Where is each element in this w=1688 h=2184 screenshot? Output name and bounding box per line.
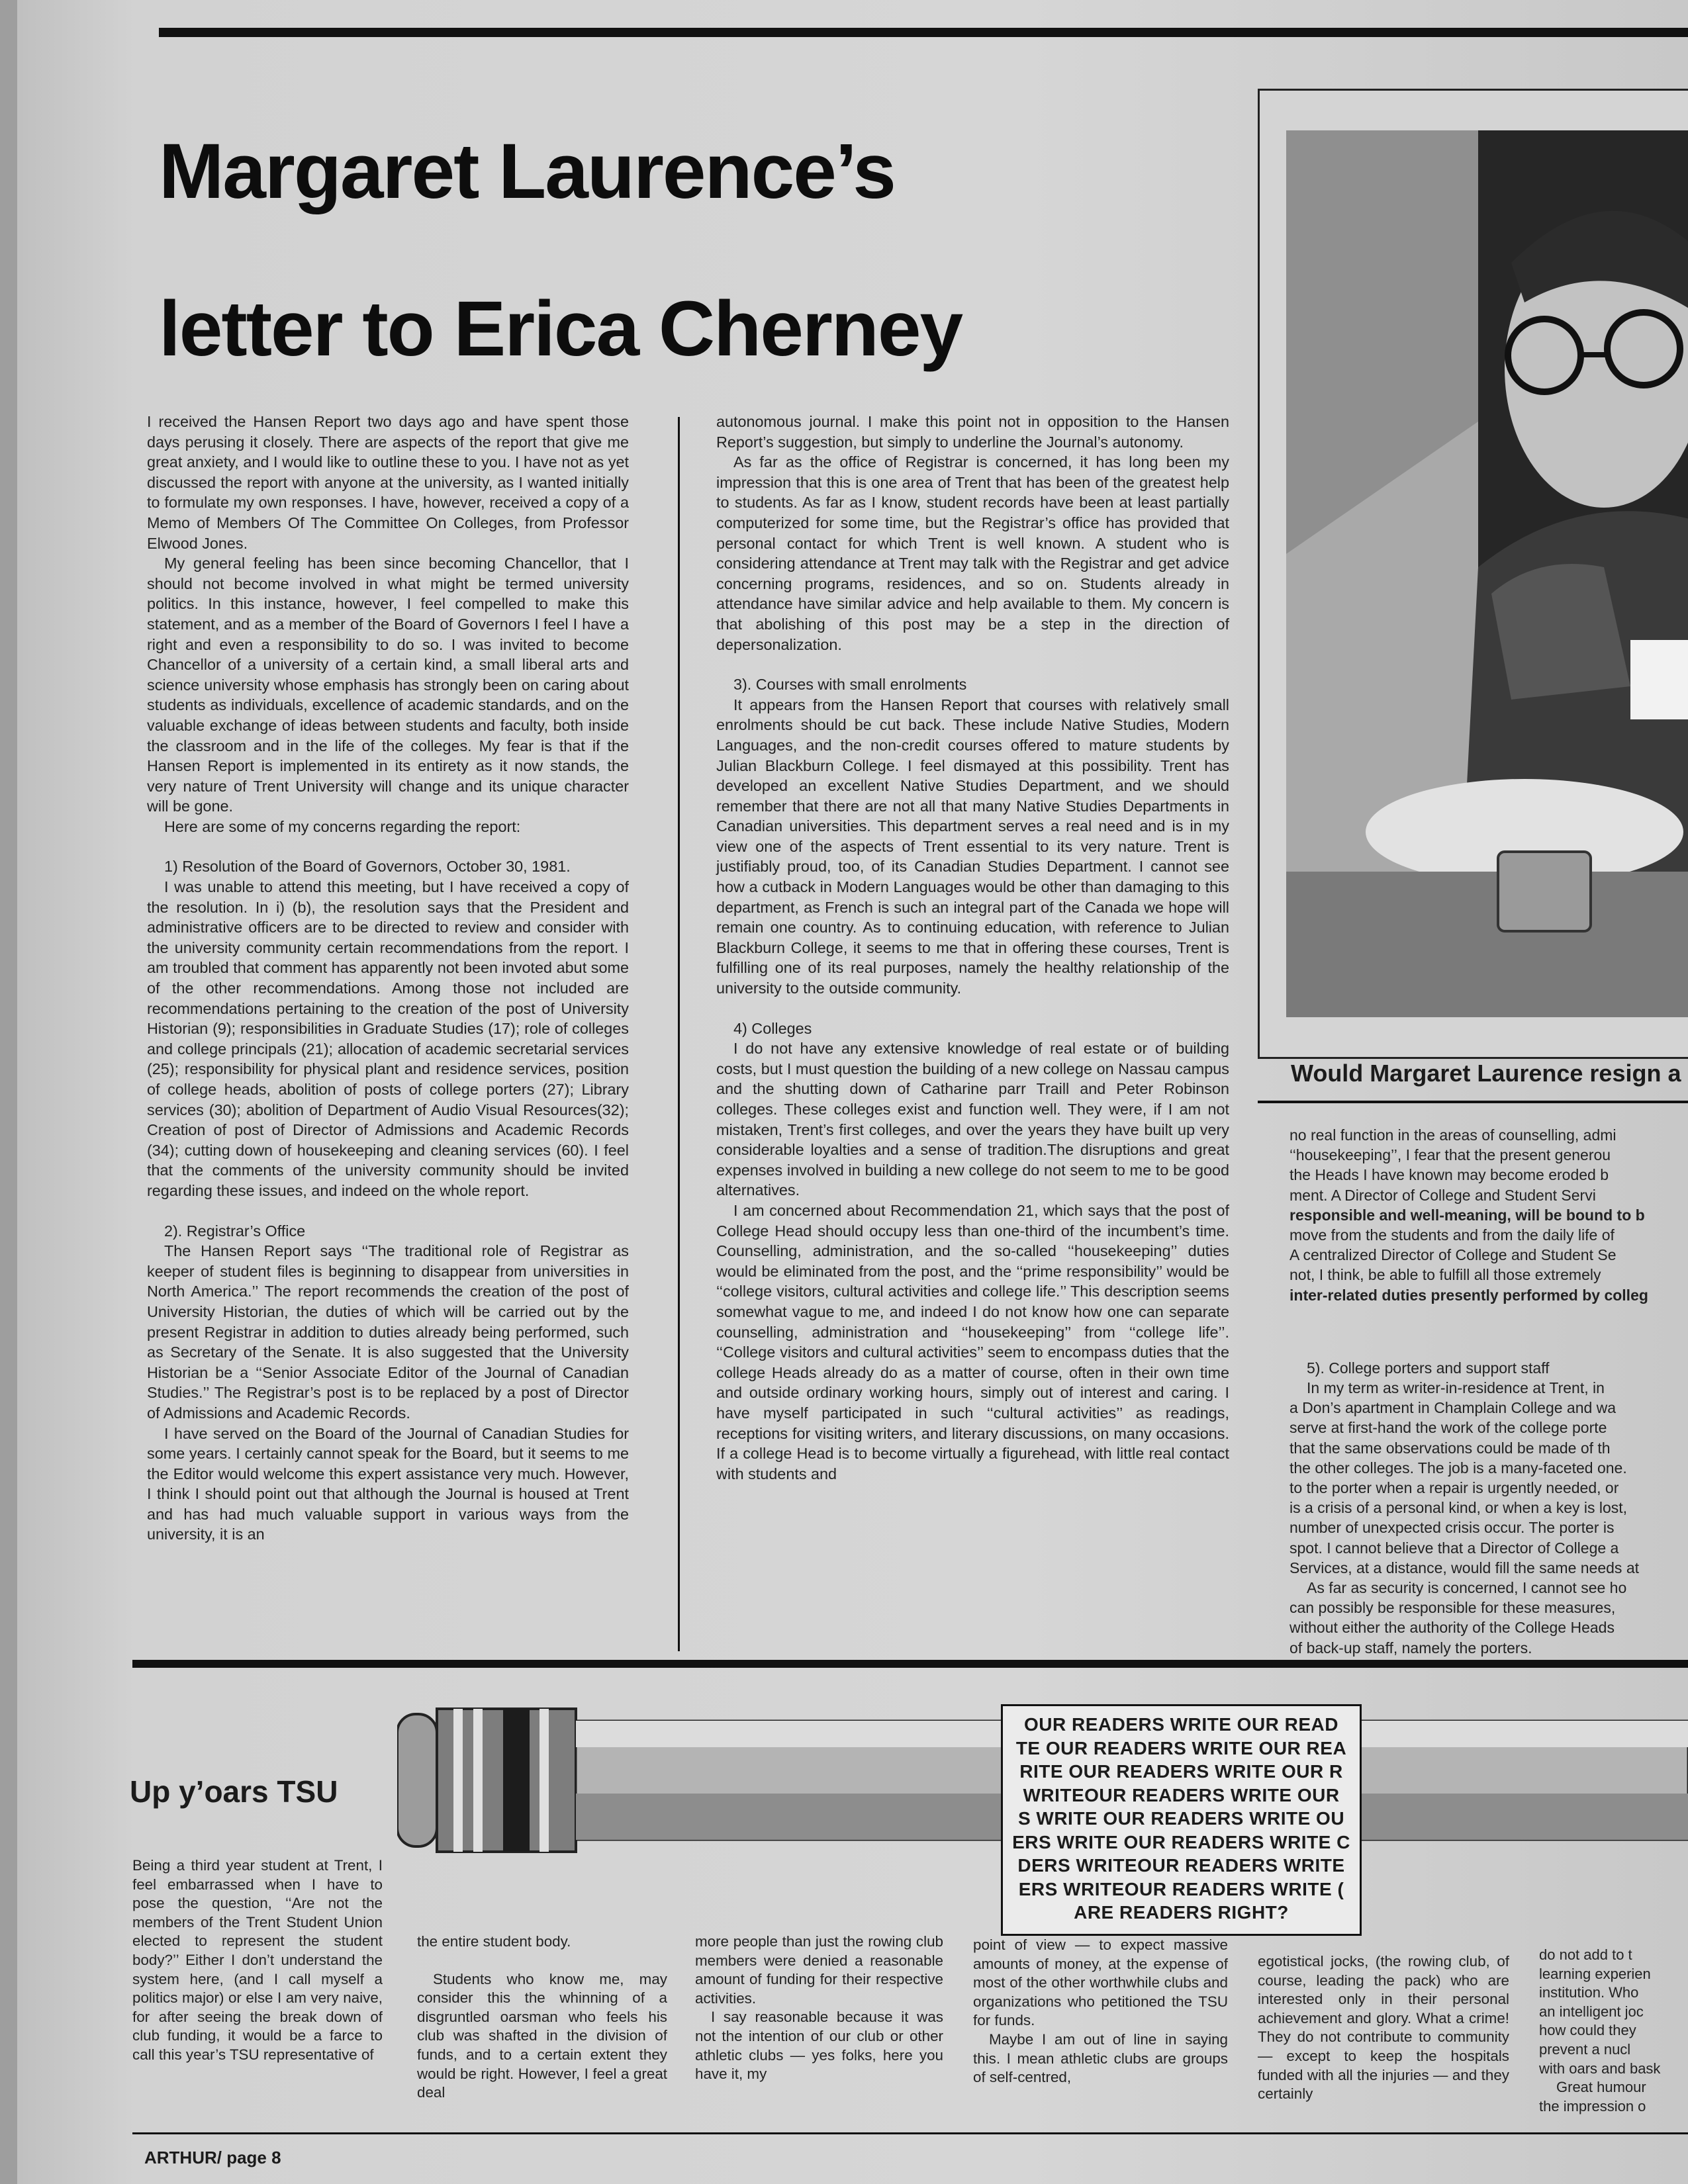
- text-line: learning experien: [1539, 1965, 1651, 1982]
- readers-line: WRITEOUR READERS WRITE OUR: [1023, 1784, 1340, 1805]
- readers-line: DERS WRITEOUR READERS WRITE: [1017, 1855, 1345, 1876]
- letter-column-4: [973, 1936, 1228, 2087]
- text-line: As far as security is concerned, I cannot see ho: [1307, 1579, 1627, 1597]
- section-heading: 4) Colleges: [733, 1019, 812, 1037]
- letter-column-5: [1258, 1952, 1509, 2104]
- readers-line: S WRITE OUR READERS WRITE OU: [1017, 1808, 1345, 1829]
- text-line: number of unexpected crisis occur. The porter is: [1289, 1519, 1615, 1537]
- section-heading: 5). College porters and support staff: [1307, 1359, 1550, 1377]
- letter-column-6: [1539, 1946, 1688, 2116]
- text-line: institution. Who: [1539, 1984, 1639, 2001]
- text-line: In my term as writer-in-residence at Trent, in: [1307, 1379, 1605, 1397]
- paragraph: Being a third year student at Trent, I feel embarrassed when I have to pose the question, ‘‘Are not the members of the Trent Student Union elected to represent the student body?’’ Either I don’t understand the system here, (and I call myself a politics major) or else I am very naive, for after seeing the break down of club funding, it would be a farce to call this year’s TSU representative of: [132, 1857, 383, 2063]
- letter-column-1: [132, 1856, 383, 2065]
- text-line: is a crisis of a personal kind, or when a key is lost,: [1289, 1499, 1628, 1517]
- paragraph: As far as the office of Registrar is concerned, it has long been my impression that this is one area of Trent that has been of the greatest help to students. As far as I know, student records have been at least partially computerized for some time, but the Registrar’s office has provided that personal contact for which Trent is well known. A student who is considering attendance at Trent may talk with the Registrar and get advice concerning programs, residences, and so on. Students already in attendance have similar advice and help available to them. My concern is that abolishing of this post may be a step in the direction of depersonalization.: [716, 453, 1229, 653]
- readers-line: TE OUR READERS WRITE OUR REA: [1015, 1737, 1347, 1758]
- paragraph: My general feeling has been since becoming Chancellor, that I should not become involved in what might be termed university politics. In this instance, however, I feel compelled to make this statement, and as a member of the Board of Governors I feel I have a right and even a responsibility to do so. I was invited to become Chancellor of a university of a certain kind, a small liberal arts and science university whose emphasis has strongly been on caring about students as individuals, excellence of academic standards, and on the valuable exchange of ideas between students and faculty, both inside the classroom and in the life of the colleges. My fear is that if the Hansen Report is implemented in its entirety as it now stands, the very nature of Trent University will change and its unique character will be gone.: [147, 555, 629, 815]
- text-line: not, I think, be able to fulfill all those extremely: [1289, 1266, 1601, 1284]
- caption-rule: [1258, 1101, 1688, 1103]
- portrait-illustration: [1260, 91, 1688, 1057]
- article-column-1: [147, 412, 629, 1545]
- column-divider: [678, 417, 680, 1651]
- text-line: move from the students and from the daily life of: [1289, 1226, 1615, 1244]
- article-column-3: [1289, 1125, 1687, 1658]
- text-line: prevent a nucl: [1539, 2040, 1631, 2058]
- paragraph: point of view — to expect massive amounts of money, at the expense of most of the other worthwhile clubs and organizations who petitioned the TSU for funds.: [973, 1936, 1228, 2029]
- text-line: the other colleges. The job is a many-faceted one.: [1289, 1459, 1627, 1477]
- paragraph: autonomous journal. I make this point not in opposition to the Hansen Report’s suggestion, but simply to underline the Journal’s autonomy.: [716, 413, 1229, 451]
- text-line: no real function in the areas of counselling, admi: [1289, 1126, 1617, 1144]
- readers-line: ERS WRITE OUR READERS WRITE C: [1012, 1831, 1350, 1852]
- paragraph: The Hansen Report says ‘‘The traditional role of Registrar as keeper of student files is beginning to disappear from universities in North America.’’ The report recommends the creation of the post of University Historian, the duties of which will be carried out by the present Registrar in addition to duties already being performed, such as Secretary of the Senate. It is also suggested that the University Historian be a ‘‘Senior Associate Editor of the Journal of Canadian Studies.’’ The Registrar’s post is to be replaced by a post of Director of Admissions and Academic Records.: [147, 1242, 629, 1422]
- section-rule: [132, 1660, 1688, 1668]
- article-column-2: [716, 412, 1229, 1484]
- text-line: A centralized Director of College and Student Se: [1289, 1246, 1617, 1264]
- text-line: serve at first-hand the work of the college porte: [1289, 1419, 1607, 1437]
- text-line: Services, at a distance, would fill the same needs at: [1289, 1559, 1640, 1576]
- paragraph: Students who know me, may consider this the whinning of a disgruntled oarsman who feels his club was shafted in the division of funds, and to a certain extent they would be right. However, I feel a great deal: [417, 1970, 667, 2101]
- text-line: the impression o: [1539, 2097, 1646, 2115]
- paragraph: Maybe I am out of line in saying this. I mean athletic clubs are groups of self-centred,: [973, 2030, 1228, 2086]
- headline-line-1: Margaret Laurence’s: [159, 128, 895, 215]
- headline-line-2: letter to Erica Cherney: [159, 285, 962, 373]
- portrait-photo: [1258, 89, 1688, 1059]
- paragraph: It appears from the Hansen Report that courses with relatively small enrolments should be cut back. These include Native Studies, Modern Languages, and the non-credit courses offered to mature students by Julian Blackburn College. I feel dismayed at this possibility. Trent has developed an excellent Native Studies Department, and we should remember that there are not all that many Native Studies Departments in Canadian universities. This department serves a real need and is in my view one of the aspects of Trent essential to its very nature. Trent is justifiably proud, too, of its Canadian Studies Department. I cannot see how a cutback in Modern Languages would be other than damaging to this department, as French is such an integral part of the Canada we hope will remain one country. As to continuing education, with reference to Julian Blackburn College, it seems to me that in offering these courses, Trent is fulfilling one of its real purposes, namely the healthy relationship of the university to the outside community.: [716, 696, 1229, 997]
- paragraph: Here are some of my concerns regarding the report:: [164, 817, 521, 835]
- readers-line: ARE READERS RIGHT?: [1074, 1902, 1289, 1923]
- top-rule: [159, 28, 1688, 37]
- text-line: inter-related duties presently performed by colleg: [1289, 1286, 1648, 1304]
- text-line: of back-up staff, namely the porters.: [1289, 1639, 1532, 1657]
- letter-column-2: [417, 1933, 667, 2103]
- text-line: without either the authority of the College Heads: [1289, 1619, 1615, 1637]
- paragraph: I say reasonable because it was not the intention of our club or other athletic clubs — yes folks, here you have it, my: [695, 2009, 943, 2083]
- readers-line: RITE OUR READERS WRITE OUR R: [1019, 1761, 1343, 1782]
- text-line: ment. A Director of College and Student Servi: [1289, 1186, 1596, 1204]
- paragraph: I do not have any extensive knowledge of real estate or of building costs, but I must question the building of a new college on Nassau campus and the shutting down of Catharine parr Traill and Peter Robinson colleges. These colleges exist and function well. They were, if I am not mistaken, Trent’s first colleges, and over the years they have built up very considerable loyalties and a sense of tradition.The disruptions and great expenses involved in building a new college do not seem to me to be good alternatives.: [716, 1040, 1229, 1199]
- left-edge-shadow: [0, 0, 17, 2184]
- readers-write-box: [1001, 1704, 1362, 1936]
- readers-line: ERS WRITEOUR READERS WRITE (: [1018, 1878, 1344, 1899]
- text-line: the Heads I have known may become eroded b: [1289, 1166, 1609, 1184]
- text-line: Great humour: [1556, 2079, 1646, 2096]
- letter-headline: Up y’oars TSU: [130, 1774, 338, 1809]
- readers-line: OUR READERS WRITE OUR READ: [1023, 1714, 1338, 1735]
- paragraph: egotistical jocks, (the rowing club, of course, leading the pack) who are interested only in their personal achievement and glory. What a crime! They do not contribute to community — except to keep the hospitals funded with all the injuries — and they certainly: [1258, 1953, 1509, 2103]
- photo-caption: Would Margaret Laurence resign a: [1291, 1060, 1681, 1087]
- paragraph: more people than just the rowing club members were denied a reasonable amount of funding for their respective activities.: [695, 1933, 943, 2007]
- text-line: a Don’s apartment in Champlain College and wa: [1289, 1399, 1617, 1417]
- text-line: with oars and bask: [1539, 2060, 1661, 2077]
- text-line: how could they: [1539, 2022, 1636, 2039]
- section-heading: 2). Registrar’s Office: [164, 1222, 306, 1240]
- paragraph: I have served on the Board of the Journal of Canadian Studies for some years. I certainly cannot speak for the Board, but it seems to me the Editor would welcome this expert assistance very much. However, I think I should point out that although the Journal is housed at Trent and has had much valuable support in various ways from the university, it is an: [147, 1424, 629, 1543]
- text-line: do not add to t: [1539, 1946, 1632, 1963]
- paragraph: the entire student body.: [417, 1933, 571, 1950]
- footer-rule: [132, 2132, 1688, 2134]
- text-line: to the porter when a repair is urgently needed, or: [1289, 1479, 1619, 1497]
- paragraph: I was unable to attend this meeting, but I have received a copy of the resolution. In i) (b), the resolution says that the President and administrative officers are to be directed to review and consider with the university community certain recommendations from the report. I am troubled that comment has apparently not been invoted abut some of the other recommendations. Among those not included are recommendations pertaining to the creation of the post of University Historian (9); responsibilities in Graduate Studies (17); role of colleges and college principals (21); allocation of academic secretarial services (25); responsibility for physical plant and residence services, position of college heads, abolition of posts of college porters (27); Library services (30); abolition of Department of Audio Visual Resources(32); Creation of post of Director of Admissions and Academic Records (34); cutting down of housekeeping and cleaning services (60). I feel that the comments of the university community should be invited regarding these issues, and indeed on the whole report.: [147, 878, 629, 1199]
- paragraph: I am concerned about Recommendation 21, which says that the post of College Head should occupy less than one-third of the incumbent’s time. Counselling, administration, and the so-called ‘‘housekeeping’’ duties would be eliminated from the post, and the ‘‘prime responsibility’’ would be ‘‘college visitors, cultural activities and college life.’’ This description seems somewhat vague to me, and indeed I do not know how one can separate counselling, administration and ‘‘housekeeping’’ from ‘‘college life’’. ‘‘College visitors and cultural activities’’ seem to encompass duties that the college Heads already do as a matter of course, often in their own time and outside ordinary working hours, simply out of interest and caring. I have myself participated in such ‘‘cultural activities’’ as readings, receptions for visiting writers, and literary discussions, on many occasions. If a college Head is to become virtually a figurehead, with little real contact with students and: [716, 1201, 1229, 1482]
- text-line: ‘‘housekeeping’’, I fear that the present generou: [1289, 1146, 1611, 1164]
- page-folio: ARTHUR/ page 8: [144, 2148, 281, 2167]
- text-line: can possibly be responsible for these measures,: [1289, 1599, 1616, 1617]
- text-line: an intelligent joc: [1539, 2003, 1644, 2020]
- section-heading: 1) Resolution of the Board of Governors, October 30, 1981.: [164, 858, 571, 876]
- text-line: responsible and well-meaning, will be bound to b: [1289, 1206, 1645, 1224]
- paragraph: I received the Hansen Report two days ago and have spent those days perusing it closely. There are aspects of the report that give me great anxiety, and I would like to outline these to you. I have not as yet discussed the report with anyone at the university, as I wanted initially to formulate my own responses. I have, however, received a copy of a Memo of Members Of The Committee On Colleges, from Professor Elwood Jones.: [147, 413, 629, 552]
- text-line: that the same observations could be made of th: [1289, 1439, 1611, 1457]
- section-heading: 3). Courses with small enrolments: [733, 676, 967, 694]
- text-line: spot. I cannot believe that a Director of College a: [1289, 1539, 1619, 1557]
- letter-column-3: [695, 1933, 943, 2084]
